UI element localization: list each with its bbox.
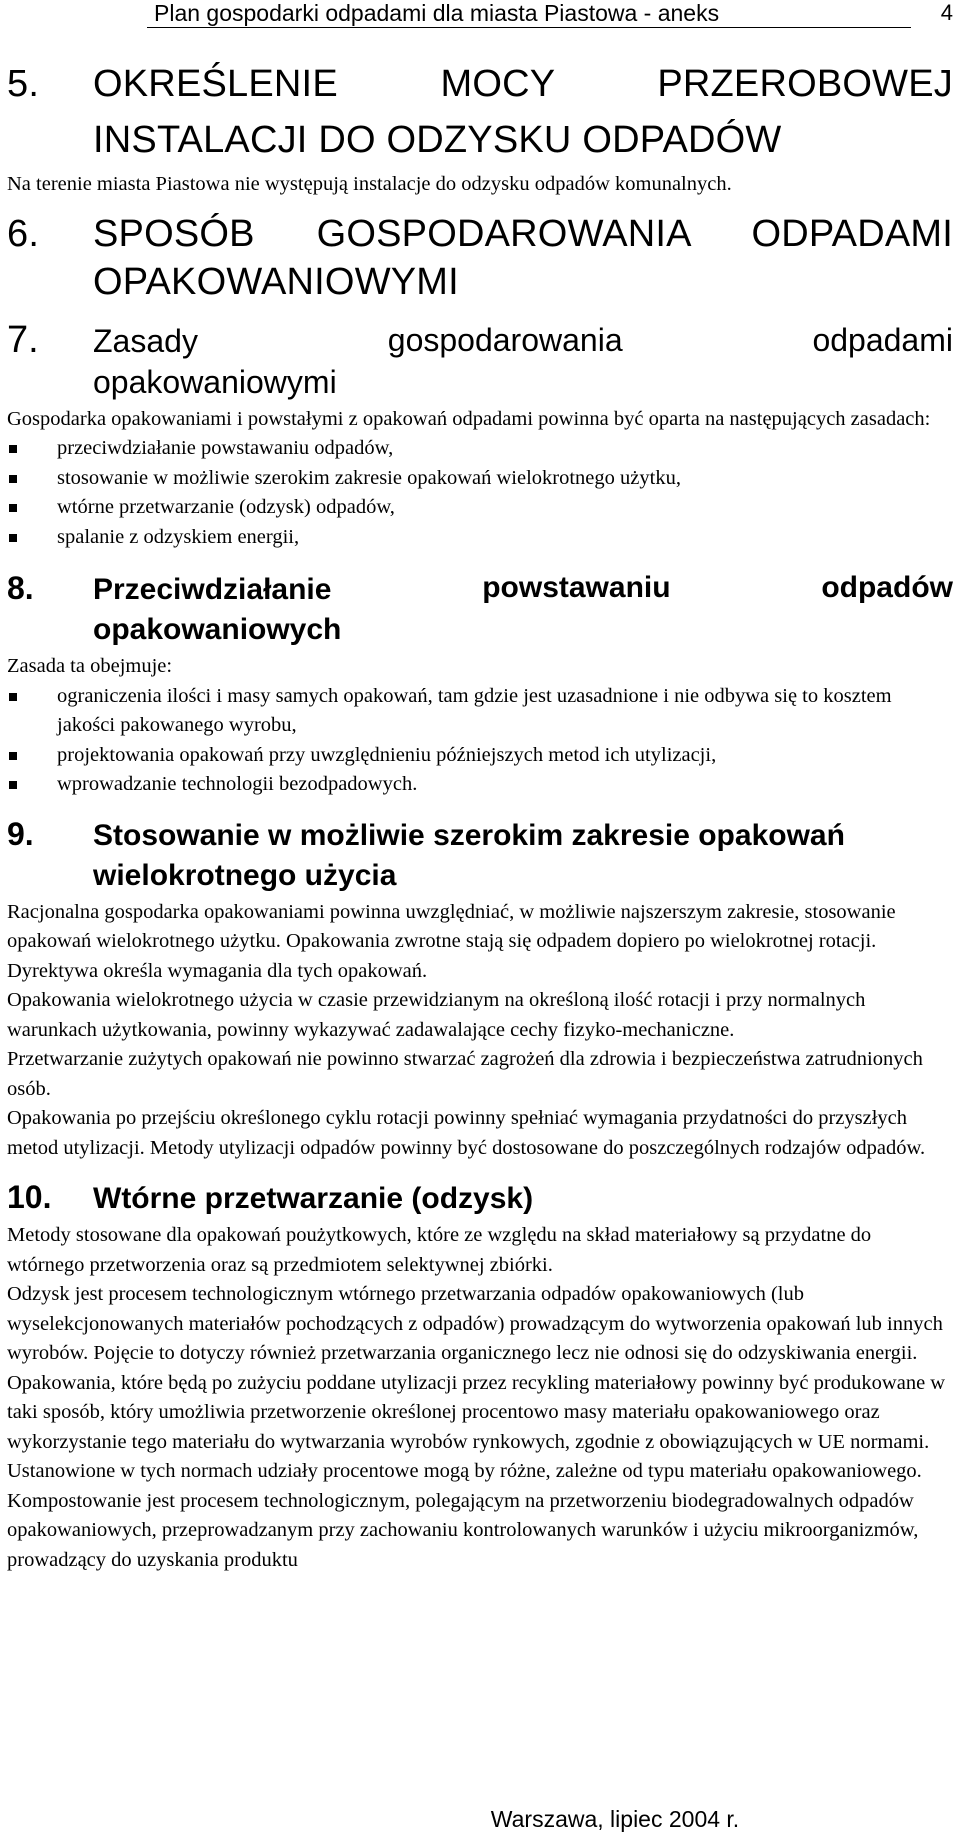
section-5-title-line1: OKREŚLENIE MOCY PRZEROBOWEJ bbox=[93, 63, 953, 105]
list-item: wprowadzanie technologii bezodpadowych. bbox=[7, 770, 953, 800]
section-7-list bbox=[7, 434, 953, 552]
running-header bbox=[7, 0, 953, 26]
section-9-title-line1: Stosowanie w możliwie szerokim zakresie opakowań bbox=[93, 818, 845, 852]
section-8-title-word1: Przeciwdziałanie bbox=[93, 573, 332, 606]
page-footer: Warszawa, lipiec 2004 r. bbox=[490, 1806, 740, 1832]
page-content bbox=[7, 56, 953, 1575]
section-7-heading bbox=[7, 318, 953, 401]
section-9-paragraph-3: Przetwarzanie zużytych opakowań nie powinno stwarzać zagrożeń dla zdrowia i bezpieczeństwa zatrudnionych osób. bbox=[7, 1048, 923, 1100]
section-10-paragraph-1: Metody stosowane dla opakowań poużytkowych, które ze względu na skład materiałowy są przydatne do wtórnego przetworzenia oraz są przedmiotem selektywnej zbiórki. bbox=[7, 1224, 872, 1276]
section-7-intro: Gospodarka opakowaniami i powstałymi z opakowań odpadami powinna być oparta na następujących zasadach: bbox=[7, 407, 931, 430]
section-8-heading bbox=[7, 568, 953, 650]
section-7-title-word3: odpadami bbox=[812, 321, 953, 358]
section-9-number: 9. bbox=[7, 815, 34, 852]
section-8-title-line2: opakowaniowych bbox=[93, 613, 342, 646]
section-7-title-word2: gospodarowania bbox=[387, 321, 623, 358]
section-5-title-line2: INSTALACJI DO ODZYSKU ODPADÓW bbox=[93, 119, 782, 161]
section-8-title-word2: powstawaniu bbox=[482, 571, 671, 604]
section-10-title: Wtórne przetwarzanie (odzysk) bbox=[93, 1182, 534, 1215]
section-5-heading-cont bbox=[7, 112, 953, 168]
section-8-intro: Zasada ta obejmuje: bbox=[7, 655, 173, 677]
list-item: projektowania opakowań przy uwzględnieniu późniejszych metod ich utylizacji, bbox=[7, 741, 953, 771]
section-6-title-line1: SPOSÓB GOSPODAROWANIA ODPADAMI bbox=[93, 212, 953, 255]
section-6-heading bbox=[7, 208, 953, 260]
section-10-number: 10. bbox=[7, 1179, 52, 1215]
section-6-title-line2: OPAKOWANIOWYMI bbox=[93, 260, 459, 303]
list-item: spalanie z odzyskiem energii, bbox=[7, 523, 953, 553]
section-5-number: 5. bbox=[7, 63, 40, 105]
header-title: Plan gospodarki odpadami dla miasta Piastowa - aneks bbox=[154, 0, 720, 26]
list-item: przeciwdziałanie powstawaniu odpadów, bbox=[7, 434, 953, 464]
section-7-title-line2: opakowaniowymi bbox=[93, 363, 337, 400]
section-10-heading bbox=[7, 1177, 953, 1219]
section-7-title-word1: Zasady bbox=[93, 322, 198, 359]
section-9-paragraph-2: Opakowania wielokrotnego użycia w czasie przewidzianym na określoną ilość rotacji i przy normalnych warunkach użytkowania, powinny wykazywać zadawalające cechy fizyko-mechaniczne. bbox=[7, 989, 866, 1041]
header-rule bbox=[147, 27, 911, 28]
list-item: wtórne przetwarzanie (odzysk) odpadów, bbox=[7, 493, 953, 523]
page-number: 4 bbox=[940, 0, 953, 25]
section-8-title-word3: odpadów bbox=[821, 571, 953, 604]
section-5-heading bbox=[7, 56, 953, 112]
section-8-list bbox=[7, 682, 953, 800]
section-6-heading-cont bbox=[7, 260, 953, 304]
section-9-paragraph-1: Racjonalna gospodarka opakowaniami powinna uwzględniać, w możliwie najszerszym zakresie, stosowanie opakowań wielokrotnego użytku. Opakowania zwrotne stają się odpadem dopiero po wielokrotnej rotacji. Dyrektywa określa wymagania dla tych opakowań. bbox=[7, 900, 896, 982]
section-5-paragraph: Na terenie miasta Piastowa nie występują instalacje do odzysku odpadów komunalnych. bbox=[7, 173, 732, 195]
section-10-paragraph-3: Kompostowanie jest procesem technologicznym, polegającym na przetworzeniu biodegradowalnych odpadów opakowaniowych, przeprowadzanym przy zachowaniu kontrolowanych warunków i użyciu mikroorganizmów, prowadzący do uzyskania produktu bbox=[7, 1489, 919, 1571]
section-6-number: 6. bbox=[7, 212, 40, 255]
section-10-paragraph-2: Odzysk jest procesem technologicznym wtórnego przetwarzania odpadów opakowaniowych (lub wyselekcjonowanych materiałów pochodzących z odpadów) prowadzącym do wytworzenia opakowań lub innych wyrobów. Pojęcie to dotyczy również przetwarzania organicznego lecz nie odnosi się do odzyskiwania energii. Opakowania, które będą po zużyciu poddane utylizacji przez recykling materiałowy powinny być produkowane w taki sposób, który umożliwia przetworzenie określonej procentowo masy materiału opakowaniowego oraz wykorzystanie tego materiału do wytwarzania wyrobów rynkowych, zgodnie z obowiązujących w UE normami. Ustanowione w tych normach udziały procentowe mogą by różne, zależne od typu materiału opakowaniowego. bbox=[7, 1283, 946, 1482]
section-8-number: 8. bbox=[7, 570, 34, 606]
list-item: ograniczenia ilości i masy samych opakowań, tam gdzie jest uzasadnione i nie odbywa się to kosztem jakości pakowanego wyrobu, bbox=[7, 682, 953, 741]
section-7-number: 7. bbox=[7, 318, 39, 361]
list-item: stosowanie w możliwie szerokim zakresie opakowań wielokrotnego użytku, bbox=[7, 464, 953, 494]
section-9-paragraph-4: Opakowania po przejściu określonego cyklu rotacji powinny spełniać wymagania przydatności do przyszłych metod utylizacji. Metody utylizacji odpadów powinny być dostosowane do poszczególnych rodzajów odpadów. bbox=[7, 1107, 926, 1159]
section-9-heading bbox=[7, 814, 953, 896]
section-9-title-line2: wielokrotnego użycia bbox=[93, 858, 397, 892]
